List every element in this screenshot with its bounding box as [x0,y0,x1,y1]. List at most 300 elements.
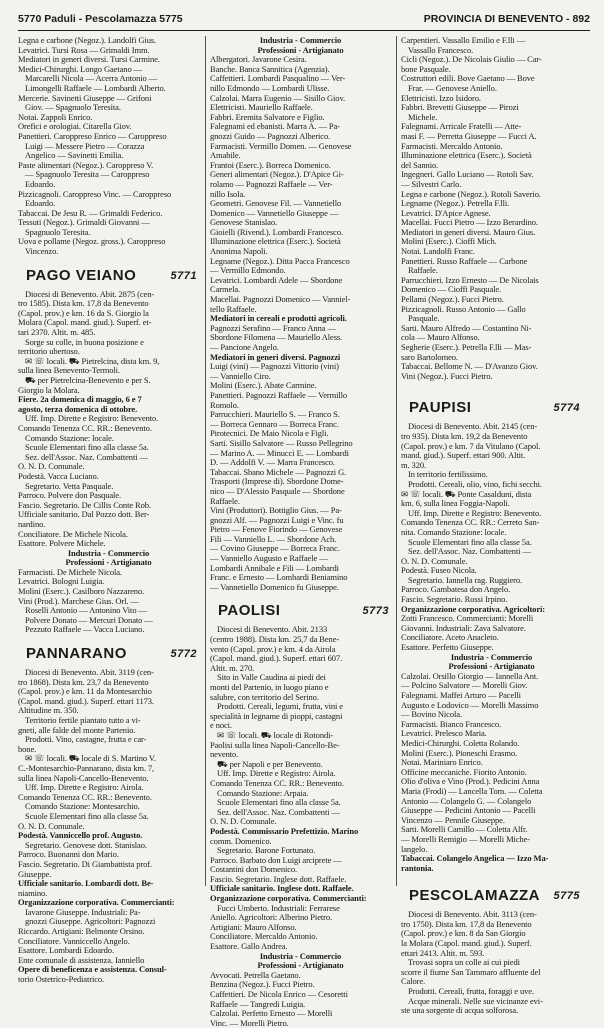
entry-line: Olio d'oliva e Vino (Prod.). Pedicini Anna [401,776,540,787]
entry-line: sulla linea Benevento-Termoli. [18,365,120,376]
entry-line: Fabbri. Eremita Salvatore e Figlio. [210,111,325,122]
entry-line: — Polcino Salvatore — Morelli Giov. [401,680,528,691]
entry-line: Uff. Imp. Dirette e Registro: Airola. [25,782,144,793]
entry-line: Benzina (Negoz.). Fucci Pietro. [210,979,315,990]
town-name: PAGO VEIANO [26,266,137,284]
entry-line: Opere di beneficenza e assistenza. Consul- [18,964,167,975]
entry-line: Molini (Eserc.). Abate Carmine. [210,380,317,391]
entry-line: Conciliatore. Aceto Anacleto. [401,632,499,643]
entry-line: Pizzicagnoli. Caroppreso Vinc. — Caroppreso [18,188,172,199]
entry-line: Raffaele — Tangredi Luigia. [210,998,306,1009]
entry-line: Podestà. Commissario Prefettizio. Marino [210,825,359,836]
entry-line: niamino. [18,887,48,898]
entry-line: nico — D'Alessio Pasquale — Sbordone [210,485,345,496]
entry-line: — Spagnuolo Teresita — Caroppreso [25,169,150,180]
entry-line: Vinc. — Morelli Pietro. [210,1017,289,1028]
entry-line: Mediatori in generi diversi. Pagnozzi [210,351,341,362]
entry-line: — Bovino Nicola. [401,709,462,720]
entry-line: Mediatori in generi diversi. Tursi Carmine. [18,54,160,65]
entry-line: Parroco. Gambatesa don Angelo. [401,584,511,595]
entry-line: Roselli Antonio — Antonino Vito — [25,605,147,616]
entry-line: Territorio fertile piantato tutto a vi- [25,715,141,725]
entry-line: Vini (Produttori). Bottiglio Gius. — Pa- [210,505,342,516]
entry-line: Spagnuolo Teresita. [25,226,91,237]
entry-line: Farmacisti. Mercaldo Antonio. [401,140,503,151]
section-heading: Industria - Commercio [67,547,150,558]
entry-line: Sarti. Mauro Alfredo — Costantino Ni- [401,322,532,333]
town-number: 5774 [553,402,580,415]
entry-line: Falegnami. Maffei Arturo — Pacelli [401,690,521,700]
entry-line: Geometri. Genovese Fil. — Vannetiello [210,198,342,209]
entry-line: Notai. Landolfi Franc. [401,246,475,257]
town-heading [401,885,582,907]
entry-line: Frantoi (Eserc.). Borreca Domenico. [210,159,331,170]
entry-line: Calzolai. Marra Eugenio — Sisillo Giov. [210,92,346,103]
entry-line: Parroco. Buonanni don Mario. [18,849,119,860]
entry-line: Diocesi di Benevento. Abit. 2875 (cen- [25,288,155,299]
entry-line: Ufficiale sanitario. Dal Pozzo dott. Ber- [18,509,150,520]
entry-line: O. N. D. Comunale. [210,816,277,827]
entry-line: Segretario. Genovese dott. Stanislao. [25,839,147,850]
section-heading: Professioni - Artigianato [65,557,152,568]
entry-line: Paste alimentari (Negoz.). Caroppreso V. [18,159,154,170]
entry-line: Molini (Eserc.). Pioneschi Erasmo. [401,747,518,758]
entry-line: Pasquale. [408,313,440,324]
town-heading [18,643,199,665]
entry-line: bone. [18,743,37,754]
entry-line: Acque minerali. Nelle sue vicinanze evi- [408,995,543,1006]
entry-line: (centro 1988). Dista km. 25,7 da Bene- [210,634,340,645]
section-heading: Professioni - Artigianato [257,44,344,55]
column-1 [18,35,199,985]
entry-line: Organizzazione corporativa. Agricoltori: [401,603,545,614]
entry-line: Fucci Umberto. Industriali: Ferrarese [217,902,340,913]
entry-line: — Pancione Angelo. [210,342,279,352]
entry-line: Diocesi di Benevento. Abit. 3119 (cen- [25,667,154,678]
header-left: 5770 Paduli - Pescolamazza 5775 [18,13,183,25]
entry-line: Conciliatore. Vanniccello Angelo. [18,935,130,946]
town-name: PESCOLAMAZZA [409,887,540,905]
entry-line: Tabaccai. Bellome N. — D'Avanzo Giov. [401,361,538,372]
entry-line: langelo. [401,843,428,854]
entry-line: Esattore. Perfetto Giuseppe. [401,642,494,653]
entry-line: Comando Stazione: locale. [25,432,114,443]
entry-line: Raffaele. [408,265,438,276]
entry-line: Medici-Chirurghi. Coletta Rolando. [401,737,520,748]
header-right: PROVINCIA DI BENEVENTO - 892 [423,13,590,25]
entry-line: — Vanniello Augusto e Raffaele — [210,553,328,564]
entry-line: Vini (Prod.). Marchese Gius. Orl. — [18,595,139,606]
entry-line: Calzolai. Perfetto Ernesto — Morelli [210,1008,333,1019]
entry-line: del Sannio. [401,159,439,170]
entry-line: Panettieri. Pagnozzi Raffaele — Vermillo [210,389,348,400]
entry-line: Luigi — Messere Pietro — Corazza [25,140,145,151]
entry-line: Diocesi di Benevento. Abit. 2133 [217,624,328,635]
entry-line: Scuole Elementari fino alla classe 5a. [25,442,149,453]
entry-line: Artigiani: Mauro Alfonso. [210,921,297,932]
entry-line: Elettricisti. Izzo Isidoro. [401,92,481,103]
town-name: PAOLISI [218,602,281,620]
entry-line: Pagnozzi Serafino — Franco Anna — [210,322,336,333]
entry-line: ✉ ☏ locali. ⛟ locale di Rotondi- [217,729,334,740]
entry-line: nita. Comando Stazione: locale. [401,526,507,537]
entry-line: Podestà. Fuseo Nicola. [401,565,477,576]
entry-line: In territorio fertilissimo. [408,469,488,480]
entry-line: Aniello. Agricoltori: Alberino Pietro. [210,912,333,923]
entry-line: m. 320. [401,459,427,470]
entry-line: Farmacisti. Vermillo Domen. — Genovese [210,140,352,151]
entry-line: Tessuti (Negoz.). Grimaldi Giovanni — [18,217,150,228]
entry-line: Pietro — Fenove Fiorindo — Genovese [210,524,343,535]
entry-line: Legname (Negoz.). Petrella F.lli. [401,198,510,209]
column-divider [205,36,206,886]
entry-line: Comando Tenenza CC. RR.: Cerreto San- [401,517,540,528]
entry-line: Notai. Zappoli Enrico. [18,111,93,122]
entry-line: tello Raffaele. [210,303,257,314]
entry-line: Calzolai. Orsillo Giorgio — Iannella Ant. [401,670,539,681]
entry-line: C.-Montesarchio-Pannarano, dista km. 7, [18,762,155,773]
entry-line: Ente comunale di assistenza. Ianniello [18,954,145,965]
entry-line: Ufficiale sanitario. Inglese dott. Raffaele. [210,883,354,894]
entry-line: salubre, con territorio del Serino. [210,691,319,702]
entry-line: — Vanniello Ciro. [210,370,271,381]
entry-line: nillo Edmondo — Lombardi Ulisse. [210,82,330,93]
entry-line: sulla linea Napoli-Cancello-Benevento. [18,772,149,783]
entry-line: Levatrici. Bologni Luigia. [18,576,105,587]
entry-line: Podestà. Vanniccello prof. Augusto. [18,830,143,841]
entry-line: Macellai. Fucci Pietro — Izzo Berardino. [401,217,538,228]
spacer [401,873,582,877]
entry-line: la Molara (Capol. mand. giud.). Superf. [401,938,532,949]
entry-line: (Capol. prov.) e km. 7 da Vitulano (Capol. [401,440,541,451]
entry-line: masi F. — Perretta Giuseppe — Fucci A. [401,130,537,141]
entry-line: Comando Stazione: Arpaia. [217,787,309,798]
entry-line: Molara (Capol. mand. giud.). Superf. et- [18,317,152,328]
entry-line: Diocesi di Benevento. Abit. 2145 (cen- [408,421,538,432]
entry-line: Levatrici. Prelesco Maria. [401,728,487,739]
entry-line: Pellami (Negoz.). Fucci Pietro. [401,294,504,305]
entry-line: Ingegneri. Gallo Luciano — Rotoli Sav. [401,169,534,180]
entry-line: Farmacisti. Bianco Francesco. [401,718,502,729]
entry-line: Parrucchieri. Izzo Ernesto — De Nicolais [401,274,539,285]
entry-line: Comando Tenenza CC. RR.: Benevento. [210,777,344,788]
entry-line: torio Ostetrico-Pediatrico. [18,974,105,985]
entry-line: — Borreca Gennaro — Borreca Franc. [210,418,339,429]
entry-line: O. N. D. Comunale. [18,820,85,831]
entry-line: O. N. D. Comunale. [401,555,468,566]
entry-line: Ufficiale sanitario. Lombardi dott. Be- [18,878,154,889]
entry-line: Panettieri. Russo Raffaele — Carbone [401,255,528,266]
entry-line: Giov. — Spagnuolo Teresita. [25,102,121,113]
page-header [18,10,590,31]
entry-line: Polvere Donato — Mercuri Donato — [25,614,153,625]
entry-line: Prodotti. Cereali, frutta, foraggi e uve. [408,986,534,997]
spacer [401,385,582,389]
entry-line: Costantini don Domenico. [210,864,298,875]
entry-line: Illuminazione elettrica (Eserc.). Società [210,236,341,247]
entry-line: tro 1750). Dista km. 17,8 da Benevento [401,918,532,929]
entry-line: Sarti. Morelli Camillo — Coletta Alfr. [401,824,528,835]
entry-line: Trovasi sopra un colle ai cui piedi [408,957,520,968]
entry-line: Carmela. [210,284,241,295]
entry-line: Sez. dell'Assoc. Naz. Combattenti — [408,546,531,557]
entry-line: Scuole Elementari fino alla classe 5a. [217,797,341,808]
entry-line: Michele. [408,111,438,122]
entry-line: e noci. [210,720,232,731]
entry-line: Costruttori edili. Bove Gaetano — Bove [401,73,535,84]
entry-line: — Covino Giuseppe — Borreca Franc. [210,543,340,554]
entry-line: Esattore. Polvere Michele. [18,538,106,549]
entry-line: ⛟ per Pietrelcina-Benevento e per S. [25,375,151,385]
entry-line: Sorge su colle, in buona posizione e [25,336,144,347]
column-divider [396,36,397,886]
entry-line: Tabaccai. De Jesu R. — Grimaldi Federico. [18,207,163,218]
entry-line: Uff. Imp. Dirette e Registro: Airola. [217,768,336,779]
town-number: 5773 [362,605,389,618]
entry-line: Cicli (Negoz.). De Nicolais Giulio — Car- [401,54,542,65]
entry-line: tro 1585). Dista km. 17,8 da Benevento [18,298,149,309]
entry-line: Trasporti (Imprese di). Sbordone Dome- [210,476,344,487]
entry-line: Legname (Negoz.). Ditta Pacca Francesco [210,255,350,266]
entry-line: gneti, alle falde del monte Partenio. [18,724,136,735]
entry-line: D. — Addolfi V. — Marra Francesco. [210,457,335,468]
entry-line: Falegnami ed ebanisti. Marra A. — Pa- [210,121,340,132]
entry-line: Organizzazione corporativa. Commercianti: [210,893,367,904]
entry-line: Esattore. Gallo Andrea. [210,941,288,952]
entry-line: Frar. — Genovese Aniello. [408,82,497,93]
entry-line: ✉ ☏ locali. ⛟ Pietrelcina, dista km. 9, [25,355,160,366]
entry-line: Uff. Imp. Dirette e Registro: Benevento. [408,507,542,518]
entry-line: ⛟ per Napoli e per Benevento. [217,758,323,769]
entry-line: Mediatori in generi diversi. Mauro Gius. [401,226,536,237]
entry-line: Levatrici. D'Apice Agnese. [401,207,491,218]
entry-line: Podestà. Vacca Luciano. [18,470,99,481]
entry-line: Romolo. [210,399,239,410]
entry-line: — Marino A. — Minucci E. — Lombardi [210,447,349,458]
entry-line: Parroco. Polvere don Pasquale. [18,490,121,501]
entry-line: Levatrici. Lombardi Adele — Sbordone [210,274,343,285]
entry-line: (Capol. mand. giud.). Superf. ettari 607. [210,653,343,664]
entry-line: Fiere. 2a domenica di maggio, 6 e 7 [18,394,142,405]
entry-line: Parroco. Barbato don Luigi arciprete — [210,854,342,865]
entry-line: Altitudine m. 350. [18,705,79,716]
entry-line: Fascio. Segretario. Inglese dott. Raffaele. [210,873,347,884]
entry-line: gnozzi Guido — Pagnozzi Alberico. [210,130,331,141]
entry-line: saro Bartolomeo. [401,351,458,362]
entry-line: Molini (Eserc.). Casilboro Nazzareno. [18,586,145,597]
entry-line: Prodotti. Vino, castagne, frutta e car- [25,734,147,745]
entry-line: Avvocati. Petrella Gaetano. [210,969,301,980]
entry-line: bone Pasquale. [401,63,451,74]
entry-line: nillo Isola. [210,188,246,199]
column-3 [401,35,582,1016]
entry-line: — Vannetiello Domenico fu Giuseppe. [210,581,339,592]
entry-line: Generi alimentari (Negoz.). D'Apice Gi- [210,169,344,180]
entry-line: Carpentieri. Vassallo Emilio e F.lli — [401,35,526,45]
town-heading [18,265,199,287]
entry-line: tro 935). Dista km. 19,2 da Benevento [401,430,528,441]
entry-line: Molini (Eserc.). Cioffi Mich. [401,236,497,247]
entry-line: Fascio. Segretario. Rossi Irpino. [401,594,508,605]
entry-line: Franc. e Ernesto — Lombardi Beniamino [210,572,348,583]
entry-line: Conciliatore. Mercaldo Antonio. [210,931,318,942]
entry-line: Scuole Elementari fino alla classe 5a. [25,810,149,821]
entry-line: Legna e carbone (Negoz.). Landolfi Gius. [18,35,157,45]
town-name: PANNARANO [26,645,127,663]
town-number: 5771 [170,269,197,282]
entry-line: Diocesi di Benevento. Abit. 3113 (cen- [408,909,537,920]
entry-line: O. N. D. Comunale. [18,461,85,472]
entry-line: Limongelli Raffaele — Lombardi Alberto. [25,82,166,93]
entry-line: cola — Mauro Alfonso. [401,332,480,343]
entry-line: rantonia. [401,862,434,873]
entry-line: Giuseppe. [18,868,52,879]
entry-line: Giovanni. Industriali: Zava Salvatore. [401,622,526,633]
entry-line: Organizzazione corporativa. Commercianti: [18,897,175,908]
entry-line: (Capol. prov.) e km. 16 da S. Giorgio la [18,307,149,318]
entry-line: Mercerie. Savinetti Giuseppe — Grifoni [18,92,152,103]
entry-line: Iavarone Giuseppe. Industriali: Pa- [25,906,141,917]
entry-line: Officine meccaniche. Fiorito Antonio. [401,766,527,777]
entry-line: Raffaele. [210,495,240,506]
section-heading: Professioni - Artigianato [257,960,344,971]
entry-line: rolamo — Pagnozzi Raffaele — Ver- [210,178,333,189]
entry-line: ste una sorgente di acqua solforosa. [401,1005,519,1016]
entry-line: monti del Partenio, in luogo piano e [210,682,329,692]
entry-line: Calore. [401,976,426,987]
entry-line: (Capol. prov.) e km. 11 da Montesarchio [18,686,152,697]
entry-line: Parrucchieri. Mauriello S. — Franco S. [210,409,340,420]
entry-line: tro 1868). Dista km. 23,7 da Benevento [18,676,149,687]
entry-line: Altit. m. 270. [210,662,255,673]
entry-line: Comando Tenenza CC. RR.: Benevento. [18,422,152,433]
entry-line: Augusto e Lodovico — Morelli Massimo [401,699,539,710]
entry-line: Tabaccai. Colangelo Angelica — Izzo Ma- [401,853,549,864]
entry-line: ✉ ☏ locali. ⛟ Ponte Casalduni, dista [401,488,532,499]
entry-line: Segherie (Eserc.). Petrella F.lli — Mas- [401,342,532,352]
entry-line: Prodotti. Cereali, olio, vino, fichi secchi. [408,478,542,489]
entry-line: Gioielli (Rivend.). Lombardi Francesco. [210,226,344,237]
entry-line: Prodotti. Cereali, legumi, frutta, vini e [217,701,343,712]
entry-line: Esattore. Lombardi Edoardo. [18,945,114,956]
entry-line: gnozzi Giuseppe. Agricoltori: Pagnozzi [25,916,156,927]
entry-line: Maria (Frodi) — Lancella Tom. — Coletta [401,785,543,796]
entry-line: Vassallo Francesco. [408,44,474,55]
entry-line: Vincenzo — Pennile Giuseppe. [401,814,505,825]
section-heading: Industria - Commercio [450,651,533,662]
entry-line: Fascio. Segretario. De Cillis Conte Rob. [18,499,151,510]
entry-line: Genovese Stanislao. [210,217,278,228]
entry-line: Antonio — Colangelo G. — Colangelo [401,795,532,806]
entry-line: ✉ ☏ locali. ⛟ locale di S. Martino V. [25,753,156,764]
entry-line: Scuole Elementari fino alla classe 5a. [408,536,532,547]
entry-line: specialità in legname di pioppi, castagni [210,710,343,721]
entry-line: Giorgio la Molara. [18,384,80,395]
entry-line: Levatrici. Tursi Rosa — Grimaldi Imm. [18,44,150,55]
entry-line: Pizzicagnoli. Russo Antonio — Gallo [401,303,526,314]
town-number: 5775 [553,890,580,903]
entry-line: Riccardo. Artigiani: Belmonte Orsino. [18,926,145,937]
entry-line: Comando Stazione: Montesarchio. [25,801,140,812]
entry-line: Fascio. Segretario. Di Giambattista prof. [18,858,152,869]
entry-line: Caffettieri. De Nicola Enrico — Cesoretti [210,989,348,999]
entry-line: Sito in Valle Caudina ai piedi dei [217,672,326,683]
entry-line: Mediatori in cereali e prodotti agricoli. [210,313,347,324]
entry-line: Pirotecnici. De Maio Nicola e Figli. [210,428,329,439]
entry-line: Notai. Mariniaro Enrico. [401,757,483,768]
entry-line: Caffettieri. Lombardi Pasqualino — Ver- [210,73,346,84]
entry-line: Domenico — Vannetiello Giuseppe — [210,207,339,218]
entry-line: Elettricisti. Mauriello Raffaele. [210,102,313,113]
entry-line: gnozzi Alf. — Pagnozzi Luigi e Vinc. fu [210,514,344,525]
entry-line: Conciliatore. De Michele Nicola. [18,528,128,539]
entry-line: Illuminazione elettrica (Eserc.). Società [401,150,532,161]
entry-line: Medici-Chirurghi. Longo Gaetano — [18,63,143,74]
entry-line: km. 6, sulla linea Foggia-Napoli. [401,498,510,509]
entry-line: Farmacisti. De Michele Nicola. [18,566,122,577]
entry-line: territorio ubertoso. [18,346,80,357]
entry-line: Uff. Imp. Dirette e Registro: Benevento. [25,413,159,424]
entry-line: nardino. [18,518,46,529]
column-2 [210,35,391,1028]
entry-line: Segretario. Barone Fortunato. [217,845,316,856]
entry-line: Sbordone Filomena — Mauriello Aless. [210,332,343,343]
entry-line: Lombardi Annibale e Fili — Lombardi [210,562,339,573]
entry-line: — Silvestri Carlo. [401,178,462,189]
entry-line: Orefici e orologiai. Citarella Giov. [18,121,132,132]
entry-line: Vini (Negoz.). Fucci Pietro. [401,370,493,381]
entry-line: Albergatori. Javarone Cesira. [210,54,307,65]
entry-line: Marcarelli Nicola — Acerra Antonio — [25,73,158,84]
entry-line: Fili — Vanniello L. — Sbordone Ach. [210,533,337,544]
entry-line: Comando Tenenza CC. RR.: Benevento. [18,791,152,802]
entry-line: Macellai. Pagnozzi Domenico — Vanniel- [210,294,351,305]
entry-line: Uova e pollame (Negoz. gross.). Caroppreso [18,236,166,247]
entry-line: Segretario. Iannella rag. Ruggiero. [408,574,523,585]
entry-line: Amabile. [210,150,241,161]
entry-line: agosto, terza domenica di ottobre. [18,403,138,414]
entry-line: Tabaccai. Sbano Michele — Pagnozzi G. [210,466,347,477]
entry-line: Sez. dell'Assoc. Naz. Combattenti — [217,806,340,817]
entry-line: Fabbri. Brevetti Giuseppe — Pirozi [401,102,519,113]
entry-line: Segretario. Vetta Pasquale. [25,480,114,491]
entry-line: Luigi (vini) — Pagnozzi Vittorio (vini) [210,361,339,372]
section-heading: Industria - Commercio [259,950,342,961]
town-name: PAUPISI [409,399,472,417]
entry-line: mand. giud.). Superf. ettari 900. Altit. [401,450,526,461]
entry-line: Giuseppe — Pedicini Antonio — Pacelli [401,805,536,816]
entry-line: (Capol. mand. giud.). Superf. ettari 1173. [18,695,154,706]
entry-line: Sarti. Sisillo Salvatore — Russo Pellegrino [210,437,353,448]
entry-line: comm. Domenico. [210,835,272,846]
entry-line: Paolisi sulla linea Napoli-Cancello-Be- [210,739,340,750]
entry-line: Pezzuto Raffaele — Vacca Luciano. [25,624,145,635]
entry-line: vento (Capol. prov.) e km. 4 da Airola [210,643,336,654]
entry-line: Edoardo. [25,198,56,209]
entry-line: Anonima Napoli. [210,246,268,257]
entry-line: Panettieri. Caroppreso Enrico — Caroppreso [18,130,167,141]
town-number: 5772 [170,648,197,661]
entry-line: nevento. [210,749,239,760]
town-heading [210,600,391,622]
entry-line: Sez. dell'Assoc. Naz. Combattenti — [25,451,148,462]
entry-line: Zotti Francesco. Commercianti: Morelli [401,613,534,624]
entry-line: — Vermillo Edmondo. [210,265,286,276]
town-heading [401,397,582,419]
entry-line: Legna e carbone (Negoz.). Rotoli Saverio. [401,188,541,199]
entry-line: Angelico — Savinetti Emilia. [25,150,124,161]
entry-line: (Capol. prov.) e km. 8 da San Giorgio [401,928,526,939]
